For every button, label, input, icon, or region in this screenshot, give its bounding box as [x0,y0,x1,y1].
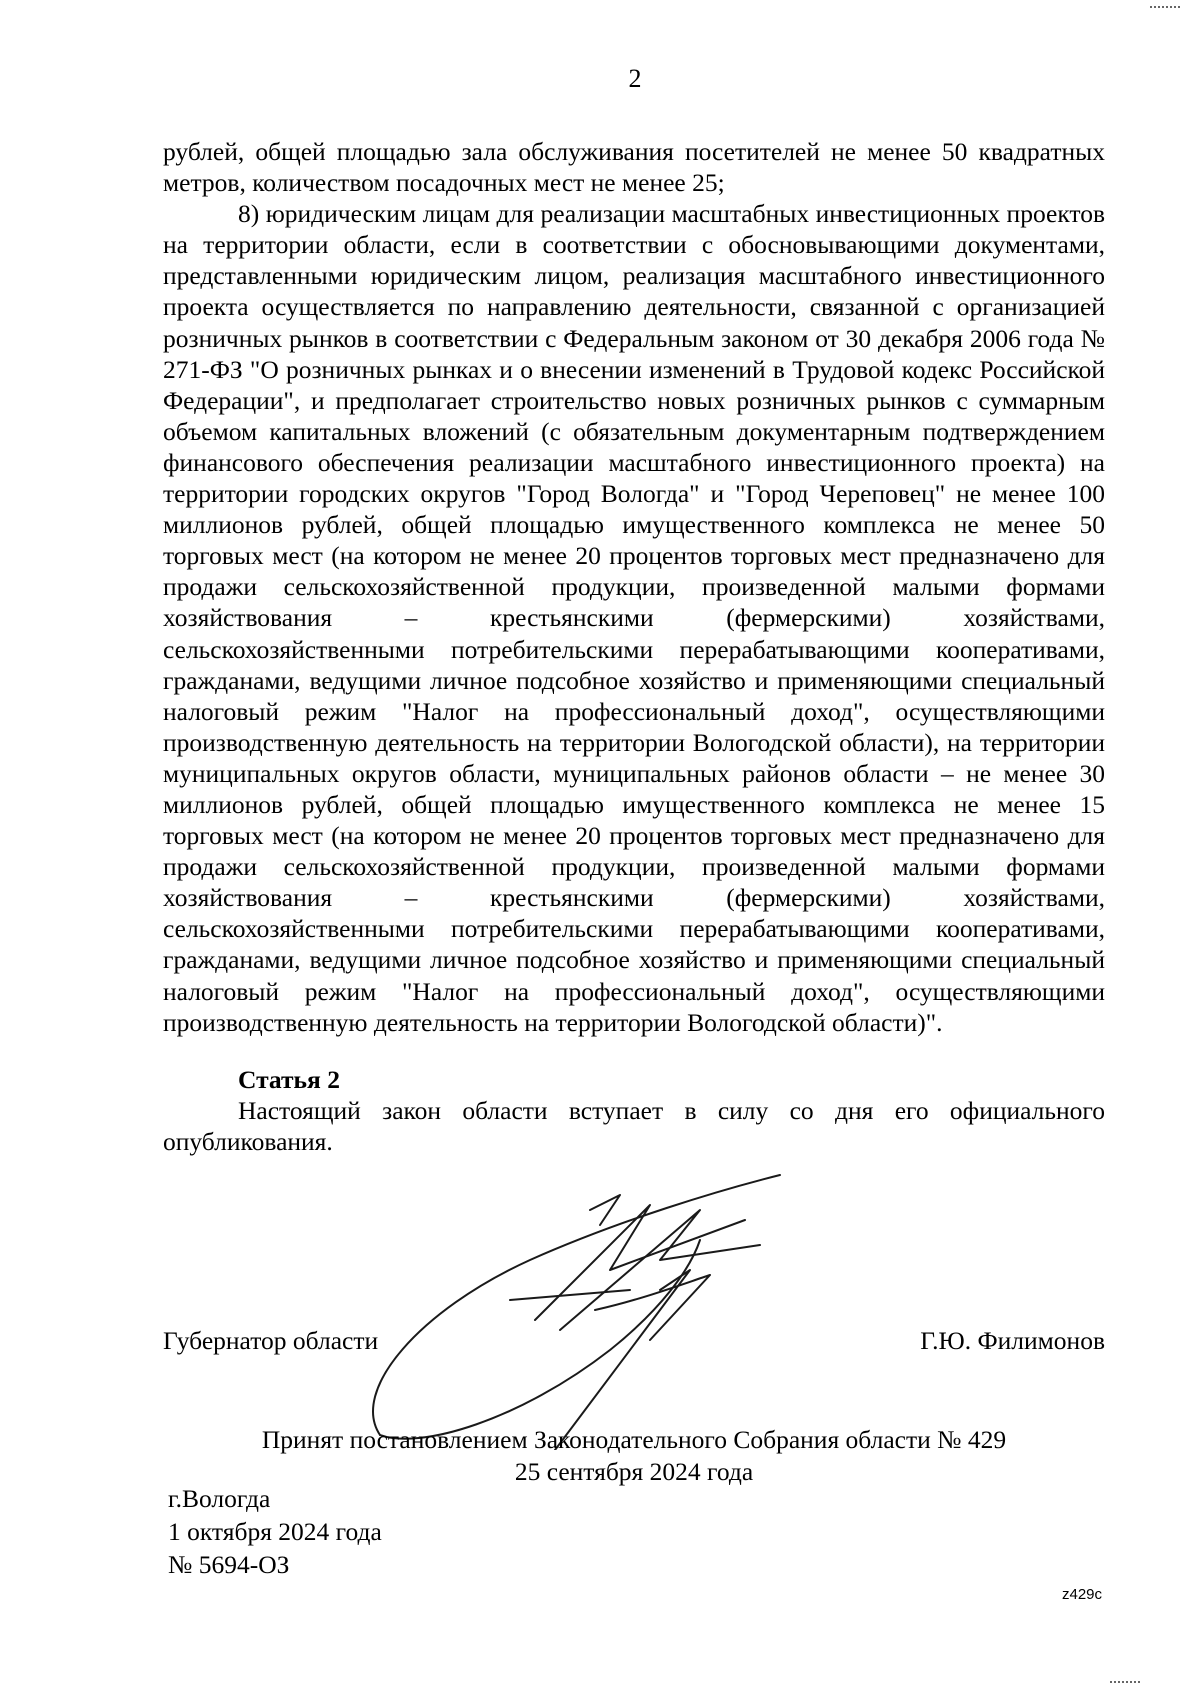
signatory-name: Г.Ю. Филимонов [920,1326,1105,1355]
scan-mark-bottom [1110,1681,1140,1689]
adoption-note [163,1424,1105,1488]
place: г.Вологда [168,1484,271,1513]
signatory-position: Губернатор области [163,1326,379,1355]
handwritten-signature [360,1150,840,1450]
adoption-line-1: Принят постановлением Законодательного Собрания области № 429 [261,1425,1007,1454]
law-number: № 5694-ОЗ [168,1550,290,1579]
document-code: z429c [1062,1586,1103,1603]
article-text: Настоящий закон области вступает в силу со дня его официального опубликования. [163,1095,1105,1156]
law-body [163,136,1105,1157]
page-number: 2 [628,64,642,93]
paragraph-item-8: 8) юридическим лицам для реализации масштабных инвестиционных проектов на территории области, если в соответствии с обосновывающими документами, представленными юридическим лицом, реализация масштабного инвестиционного проекта осуществляется по направлению деятельности, связанной с организацией розничных рынков в соответствии с Федеральным законом от 30 декабря 2006 года № 271-ФЗ "О розничных рынках и о внесении изменений в Трудовой кодекс Российской Федерации", и предполагает строительство новых розничных рынков с суммарным объемом капитальных вложений (с обязательным документарным подтверждением финансового обеспечения реализации масштабного инвестиционного проекта) на территории городских округов "Город Вологда" и "Город Череповец" не менее 100 миллионов рублей, общей площадью имущественного комплекса не менее 50 торговых мест (на котором не менее 20 процентов торговых мест предназначено для продажи сельскохозяйственной продукции, произведенной малыми формами хозяйствования – крестьянскими (фермерскими) хозяйствами, сельскохозяйственными потребительскими перерабатывающими кооперативами, гражданами, ведущими личное подсобное хозяйство и применяющими специальный налоговый режим "Налог на профессиональный доход", осуществляющими производственную деятельность на территории Вологодской области), на территории муниципальных округов области, муниципальных районов области – не менее 30 миллионов рублей, общей площадью имущественного комплекса не менее 15 торговых мест (на котором не менее 20 процентов торговых мест предназначено для продажи сельскохозяйственной продукции, произведенной малыми формами хозяйствования – крестьянскими (фермерскими) хозяйствами, сельскохозяйственными потребительскими перерабатывающими кооперативами, гражданами, ведущими личное подсобное хозяйство и применяющими специальный налоговый режим "Налог на профессиональный доход", осуществляющими производственную деятельность на территории Вологодской области)". [163,199,1105,1037]
scan-mark-top [1150,0,1180,8]
adoption-line-2: 25 сентября 2024 года [514,1457,754,1486]
paragraph-continuation: рублей, общей площадью зала обслуживания посетителей не менее 50 квадратных метров, количеством посадочных мест не менее 25; [163,137,1105,198]
place-date-block [168,1482,382,1581]
signing-date: 1 октября 2024 года [168,1517,382,1546]
article-heading: Статья 2 [238,1064,340,1094]
